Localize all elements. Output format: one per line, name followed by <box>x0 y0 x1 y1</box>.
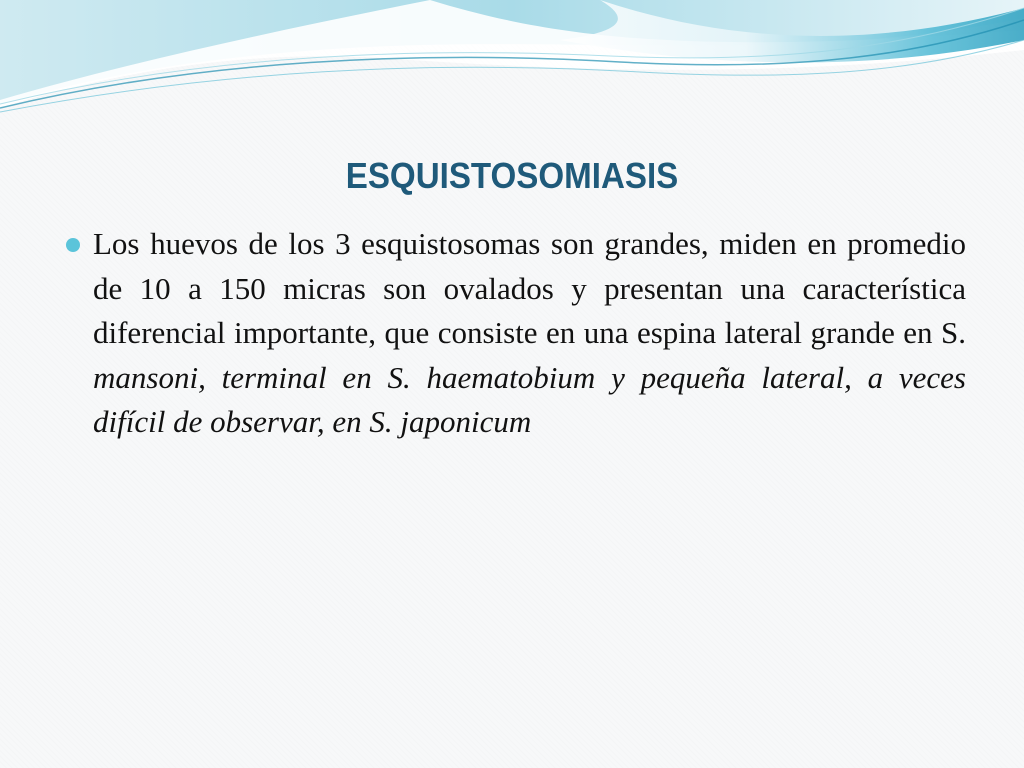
header-wave-decoration <box>0 0 1024 130</box>
bullet-dot-icon <box>66 238 80 252</box>
bullet-item <box>66 222 966 445</box>
bullet-text-italic: mansoni, terminal en S. haematobium y pequeña lateral, a veces difícil de observar, en S. japonicum <box>93 359 966 439</box>
slide-title: ESQUISTOSOMIASIS <box>345 155 679 196</box>
slide-content <box>66 222 966 445</box>
bullet-text-normal: Los huevos de los 3 esquistosomas son grandes, miden en promedio de 10 a 150 micras son ovalados y presentan una característica diferencial importante, que consiste en una espina lateral grande en S. <box>93 226 966 350</box>
bullet-text <box>93 222 966 445</box>
